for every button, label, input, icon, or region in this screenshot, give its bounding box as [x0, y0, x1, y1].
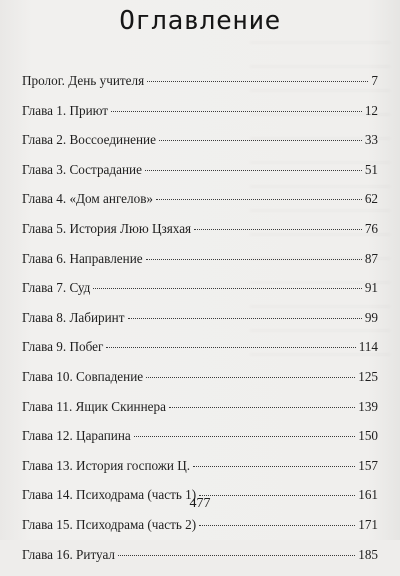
- toc-entry: [22, 547, 378, 576]
- toc-entry-label: Пролог. День учителя: [22, 73, 144, 89]
- page-number: 477: [0, 496, 400, 512]
- toc-entry-label: Глава 13. История госпожи Ц.: [22, 458, 190, 474]
- toc-entry: [22, 191, 378, 221]
- toc-entry-label: Глава 1. Приют: [22, 103, 108, 119]
- toc-entry-page: 161: [358, 487, 378, 503]
- toc-entry-label: Глава 2. Воссоединение: [22, 132, 156, 148]
- dot-leader: [134, 436, 355, 437]
- toc-entry-page: 185: [358, 547, 378, 563]
- toc-entry-page: 125: [358, 369, 378, 385]
- toc-entry-page: 150: [358, 428, 378, 444]
- page-title: Оглавление: [0, 6, 400, 36]
- toc-entry-label: Глава 4. «Дом ангелов»: [22, 191, 153, 207]
- dot-leader: [199, 525, 355, 526]
- toc-entry: [22, 73, 378, 103]
- toc-entry-label: Глава 10. Совпадение: [22, 369, 143, 385]
- toc-entry-label: Глава 12. Царапина: [22, 428, 131, 444]
- toc-entry: [22, 339, 378, 369]
- toc-entry-label: Глава 9. Побег: [22, 339, 103, 355]
- toc-entry: [22, 517, 378, 547]
- toc-entry: [22, 428, 378, 458]
- dot-leader: [194, 229, 362, 230]
- dot-leader: [106, 347, 355, 348]
- toc-entry: [22, 369, 378, 399]
- toc-entry: [22, 221, 378, 251]
- toc-entry-label: Глава 6. Направление: [22, 251, 143, 267]
- toc-entry-page: 51: [365, 162, 378, 178]
- toc-entry-page: 157: [358, 458, 378, 474]
- toc-entry-page: 76: [365, 221, 378, 237]
- toc-entry: [22, 132, 378, 162]
- toc-entry-page: 33: [365, 132, 378, 148]
- dot-leader: [111, 111, 362, 112]
- dot-leader: [145, 170, 362, 171]
- toc-entry: [22, 310, 378, 340]
- toc-entry-page: 171: [358, 517, 378, 533]
- toc-entry-label: Глава 11. Ящик Скиннера: [22, 399, 166, 415]
- dot-leader: [146, 259, 362, 260]
- toc-entry: [22, 399, 378, 429]
- toc-entry-label: Глава 3. Сострадание: [22, 162, 142, 178]
- toc-entry-label: Глава 8. Лабиринт: [22, 310, 125, 326]
- dot-leader: [147, 81, 368, 82]
- dot-leader: [146, 377, 355, 378]
- dot-leader: [93, 288, 361, 289]
- toc-entry-label: Глава 7. Суд: [22, 280, 90, 296]
- toc-entry-page: 99: [365, 310, 378, 326]
- toc-entry: [22, 251, 378, 281]
- dot-leader: [159, 140, 362, 141]
- toc-entry-page: 139: [358, 399, 378, 415]
- toc-entry-label: Глава 14. Психодрама (часть 1): [22, 487, 196, 503]
- toc-entry-page: 62: [365, 191, 378, 207]
- toc-entry-label: Глава 16. Ритуал: [22, 547, 115, 563]
- dot-leader: [193, 466, 355, 467]
- toc-entry: [22, 162, 378, 192]
- dot-leader: [128, 318, 362, 319]
- toc-entry: [22, 103, 378, 133]
- dot-leader: [169, 407, 355, 408]
- toc-entry-page: 87: [365, 251, 378, 267]
- toc-entry: [22, 280, 378, 310]
- toc-entry-page: 7: [371, 73, 378, 89]
- toc-entry-page: 114: [359, 339, 378, 355]
- toc-entry-page: 12: [365, 103, 378, 119]
- dot-leader: [118, 555, 355, 556]
- toc-entry-page: 91: [365, 280, 378, 296]
- toc-entry-label: Глава 5. История Люю Цзяхая: [22, 221, 191, 237]
- toc-entry-label: Глава 15. Психодрама (часть 2): [22, 517, 196, 533]
- toc-entry: [22, 458, 378, 488]
- dot-leader: [156, 199, 362, 200]
